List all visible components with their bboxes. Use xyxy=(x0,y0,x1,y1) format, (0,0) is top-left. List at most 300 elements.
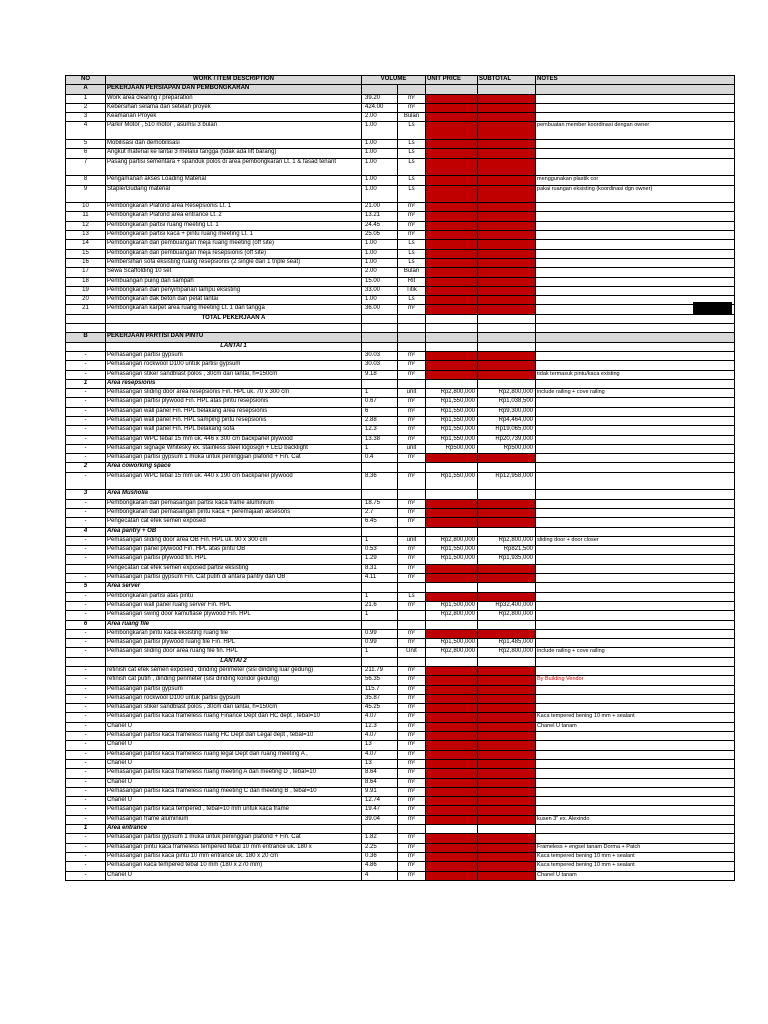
item-unit xyxy=(398,85,426,94)
table-row xyxy=(66,221,735,230)
item-description: Keamanan Proyek xyxy=(106,113,362,122)
item-description: Area entrance xyxy=(106,825,362,834)
subtotal xyxy=(478,140,536,149)
unit-price xyxy=(426,592,478,601)
item-volume: 2.25 xyxy=(362,843,398,852)
item-volume: 13 xyxy=(362,759,398,768)
item-unit: m² xyxy=(398,499,426,508)
item-notes xyxy=(536,583,735,592)
item-notes xyxy=(536,94,735,103)
item-notes xyxy=(536,732,735,741)
item-volume xyxy=(362,657,398,666)
item-number: - xyxy=(66,592,106,601)
subtotal xyxy=(478,825,536,834)
item-volume xyxy=(362,324,398,333)
item-description: Angkut material ke lantai 3 melalui tangga (tidak ada lift barang) xyxy=(106,149,362,158)
unit-price xyxy=(426,713,478,722)
item-unit: m² xyxy=(398,203,426,212)
table-row xyxy=(66,741,735,750)
item-unit: unit xyxy=(398,536,426,545)
table-row xyxy=(66,158,735,176)
table-row xyxy=(66,94,735,103)
item-description: Pembongkaran Plafond area entrance Lt. 2 xyxy=(106,212,362,221)
item-volume: 8.64 xyxy=(362,769,398,778)
unit-price xyxy=(426,103,478,112)
subtotal xyxy=(478,296,536,305)
subtotal xyxy=(478,158,536,176)
item-description: Pembongkaran karpet area ruang meeting Lt. 1 dan tangga xyxy=(106,305,362,314)
item-number: 15 xyxy=(66,249,106,258)
item-notes xyxy=(536,834,735,843)
subtotal xyxy=(478,370,536,379)
subsection-row xyxy=(66,379,735,388)
item-number: - xyxy=(66,722,106,731)
item-unit: Ls xyxy=(398,240,426,249)
black-marker-block xyxy=(693,302,732,314)
item-notes: Chanel U tanam xyxy=(536,871,735,880)
item-number: - xyxy=(66,732,106,741)
subsection-row xyxy=(66,463,735,472)
item-volume: 12.74 xyxy=(362,797,398,806)
subtotal xyxy=(478,787,536,796)
table-row xyxy=(66,787,735,796)
subtotal xyxy=(478,122,536,140)
item-description: Mobilisasi dan demobilisasi xyxy=(106,140,362,149)
item-notes xyxy=(536,103,735,112)
item-volume: 39.04 xyxy=(362,815,398,824)
table-row xyxy=(66,639,735,648)
table-row xyxy=(66,444,735,453)
item-unit: Titik xyxy=(398,286,426,295)
subsection-row xyxy=(66,825,735,834)
unit-price xyxy=(426,258,478,267)
subtotal xyxy=(478,852,536,861)
subtotal xyxy=(478,94,536,103)
item-volume: 1.00 xyxy=(362,140,398,149)
item-description: Chanel U xyxy=(106,722,362,731)
item-notes: include railing + cove railing xyxy=(536,389,735,398)
item-number: 3 xyxy=(66,113,106,122)
item-number: - xyxy=(66,797,106,806)
item-notes xyxy=(536,657,735,666)
item-notes xyxy=(536,435,735,444)
item-description: Pemasangan stiker sandblast polos , 30cm dari lantai, h=150cm xyxy=(106,370,362,379)
subtotal xyxy=(478,103,536,112)
subtotal: Rp9,300,000 xyxy=(478,407,536,416)
item-unit xyxy=(398,611,426,620)
item-number xyxy=(66,564,106,573)
item-unit: Ls xyxy=(398,149,426,158)
item-unit: m² xyxy=(398,305,426,314)
item-volume: 0.4 xyxy=(362,454,398,463)
item-unit: m² xyxy=(398,472,426,490)
item-volume: 4.86 xyxy=(362,862,398,871)
subtotal xyxy=(478,769,536,778)
item-notes xyxy=(536,268,735,277)
item-description: Pengecatan cat efek semen exposed partisi eksisting xyxy=(106,564,362,573)
item-number: - xyxy=(66,555,106,564)
item-notes xyxy=(536,361,735,370)
table-row xyxy=(66,416,735,425)
subtotal xyxy=(478,324,536,333)
item-volume xyxy=(362,463,398,472)
item-description: Pemasangan partisi kaca frameless ruang Finance Dept dan HC dept , tebal=10 xyxy=(106,713,362,722)
item-number: - xyxy=(66,862,106,871)
item-description: Area Musholla xyxy=(106,490,362,499)
table-row xyxy=(66,564,735,573)
item-unit: m² xyxy=(398,871,426,880)
item-unit: Ls xyxy=(398,296,426,305)
table-row xyxy=(66,685,735,694)
subtotal: Rp1,935,000 xyxy=(478,555,536,564)
item-description: Pemasangan stiker sandblast polos , 30cm dari lantai, h=150cm xyxy=(106,704,362,713)
item-description: Pemasangan partisi plywood Fin. HPL atas pintu resepsionis xyxy=(106,398,362,407)
item-number: 1 xyxy=(66,379,106,388)
item-number: 6 xyxy=(66,620,106,629)
item-description: Pemasangan partisi kaca frameless ruang meeting A dan meeting D , tebal=10 xyxy=(106,769,362,778)
item-volume: 1.00 xyxy=(362,258,398,267)
item-volume: 2.88 xyxy=(362,416,398,425)
subtotal xyxy=(478,574,536,583)
item-notes xyxy=(536,314,735,323)
item-unit: Ls xyxy=(398,592,426,601)
subtotal: Rp821,500 xyxy=(478,546,536,555)
item-notes: Kaca tempered bening 10 mm + sealant xyxy=(536,862,735,871)
subsection-row xyxy=(66,657,735,666)
item-number: - xyxy=(66,416,106,425)
table-row xyxy=(66,103,735,112)
item-number: - xyxy=(66,694,106,703)
item-description: Pemasangan partisi gypsum xyxy=(106,351,362,360)
table-row xyxy=(66,592,735,601)
item-notes xyxy=(536,342,735,351)
unit-price xyxy=(426,176,478,185)
subtotal xyxy=(478,629,536,638)
item-description: Chanel U xyxy=(106,871,362,880)
unit-price xyxy=(426,305,478,314)
item-unit: Bulan xyxy=(398,113,426,122)
item-notes xyxy=(536,667,735,676)
item-description: Pemasangan wall panel Fin. HPL belakang area resepsionis xyxy=(106,407,362,416)
item-notes xyxy=(536,286,735,295)
item-notes xyxy=(536,778,735,787)
table-row xyxy=(66,862,735,871)
item-volume: 0.36 xyxy=(362,852,398,861)
item-notes xyxy=(536,203,735,212)
item-notes xyxy=(536,546,735,555)
subtotal xyxy=(478,722,536,731)
item-notes xyxy=(536,333,735,342)
item-description: Pemasangan partisi kaca frameless ruang meeting C dan meeting B , tebal=10 xyxy=(106,787,362,796)
subtotal xyxy=(478,806,536,815)
item-notes xyxy=(536,490,735,499)
item-number: - xyxy=(66,546,106,555)
item-description: refinish cat efek semen exposed , dinding perimeter (sisi dinding luar gedung) xyxy=(106,667,362,676)
subsection-row xyxy=(66,490,735,499)
item-unit: Rit xyxy=(398,277,426,286)
unit-price xyxy=(426,342,478,351)
table-row xyxy=(66,249,735,258)
subsection-row xyxy=(66,583,735,592)
item-unit: Ls xyxy=(398,122,426,140)
item-notes: sliding door + door closer xyxy=(536,536,735,545)
table-row xyxy=(66,113,735,122)
item-description: Pembongkaran dan pembuangan meja resepsionis (off site) xyxy=(106,249,362,258)
unit-price xyxy=(426,787,478,796)
unit-price xyxy=(426,564,478,573)
item-description: Pemasangan partisi gypsum Fin. Cat putih di antara pantry dan OB xyxy=(106,574,362,583)
item-notes: Kaca tempered bening 10 mm + sealant xyxy=(536,713,735,722)
item-description: Pemasangan sliding door area OB Fin. HPL uk. 90 x 300 cm xyxy=(106,536,362,545)
item-unit: m² xyxy=(398,639,426,648)
table-row xyxy=(66,722,735,731)
unit-price xyxy=(426,85,478,94)
unit-price: Rp1,550,000 xyxy=(426,416,478,425)
item-unit: m² xyxy=(398,601,426,610)
unit-price xyxy=(426,140,478,149)
item-notes xyxy=(536,149,735,158)
item-number: - xyxy=(66,508,106,517)
item-unit: Ls xyxy=(398,140,426,149)
item-description: Pembongkaran dak beton dan pelat lantai xyxy=(106,296,362,305)
subtotal xyxy=(478,113,536,122)
item-number: - xyxy=(66,398,106,407)
item-unit: m² xyxy=(398,231,426,240)
subtotal xyxy=(478,85,536,94)
item-description: Pembongkaran Plafond area Resepsionis Lt. 1 xyxy=(106,203,362,212)
item-description: Area server xyxy=(106,583,362,592)
unit-price xyxy=(426,806,478,815)
item-description: Pemasangan partisi plywood fin. HPL xyxy=(106,555,362,564)
item-description: Pemasangan partisi kaca frameless ruang HC Dept dan Legal dept , tebal=10 xyxy=(106,732,362,741)
unit-price xyxy=(426,825,478,834)
subsection-row xyxy=(66,527,735,536)
unit-price xyxy=(426,871,478,880)
item-unit: m² xyxy=(398,685,426,694)
subtotal xyxy=(478,149,536,158)
item-unit: m² xyxy=(398,667,426,676)
unit-price xyxy=(426,862,478,871)
unit-price xyxy=(426,324,478,333)
item-unit: m² xyxy=(398,508,426,517)
item-description: Pemasangan partisi gypsum xyxy=(106,685,362,694)
item-notes: Kaca tempered bening 10 mm + sealant xyxy=(536,852,735,861)
table-row xyxy=(66,286,735,295)
subsection-row xyxy=(66,342,735,351)
item-notes xyxy=(536,221,735,230)
subtotal xyxy=(478,676,536,685)
item-description: Pemasangan swing door kamuflase plywood Fin. HPL xyxy=(106,611,362,620)
item-notes xyxy=(536,351,735,360)
item-volume: 9.91 xyxy=(362,787,398,796)
item-notes: Chanel U tanam xyxy=(536,722,735,731)
item-notes xyxy=(536,472,735,490)
unit-price xyxy=(426,463,478,472)
item-unit: Ls xyxy=(398,158,426,176)
table-row xyxy=(66,407,735,416)
unit-price xyxy=(426,704,478,713)
item-number: - xyxy=(66,444,106,453)
item-number: 12 xyxy=(66,221,106,230)
item-volume xyxy=(362,85,398,94)
item-unit: m² xyxy=(398,398,426,407)
item-volume xyxy=(362,527,398,536)
unit-price: Rp1,550,000 xyxy=(426,435,478,444)
item-number: - xyxy=(66,454,106,463)
item-number: 8 xyxy=(66,176,106,185)
item-number: 5 xyxy=(66,583,106,592)
item-volume: 424.00 xyxy=(362,103,398,112)
item-notes xyxy=(536,277,735,286)
item-description: Pembersihan sofa eksisting ruang resepsionis (2 single dan 1 triple seat) xyxy=(106,258,362,267)
table-row xyxy=(66,536,735,545)
table-row xyxy=(66,149,735,158)
unit-price xyxy=(426,694,478,703)
subtotal xyxy=(478,342,536,351)
unit-price xyxy=(426,185,478,203)
item-notes: Frameless + engsel tanam Dorma + Patch xyxy=(536,843,735,852)
item-volume: 1.00 xyxy=(362,149,398,158)
item-volume: 4.07 xyxy=(362,750,398,759)
item-number: 3 xyxy=(66,490,106,499)
unit-price xyxy=(426,286,478,295)
unit-price: Rp2,800,000 xyxy=(426,389,478,398)
unit-price: Rp1,500,000 xyxy=(426,555,478,564)
subtotal xyxy=(478,231,536,240)
item-unit: Ls xyxy=(398,258,426,267)
item-unit: m² xyxy=(398,546,426,555)
item-number: 7 xyxy=(66,158,106,176)
item-notes xyxy=(536,694,735,703)
subtotal: Rp12,958,000 xyxy=(478,472,536,490)
subtotal xyxy=(478,713,536,722)
item-unit: m² xyxy=(398,361,426,370)
item-volume: 0.99 xyxy=(362,639,398,648)
item-notes xyxy=(536,463,735,472)
item-notes xyxy=(536,518,735,527)
item-notes xyxy=(536,639,735,648)
item-number: - xyxy=(66,750,106,759)
item-description: PEKERJAAN PERSIAPAN DAN PEMBONGKARAN xyxy=(106,85,362,94)
unit-price xyxy=(426,158,478,176)
unit-price: Rp1,550,000 xyxy=(426,426,478,435)
item-number: - xyxy=(66,472,106,490)
blank-row xyxy=(66,324,735,333)
table-row xyxy=(66,296,735,305)
subtotal xyxy=(478,305,536,314)
item-volume: 8.64 xyxy=(362,778,398,787)
subtotal xyxy=(478,834,536,843)
unit-price xyxy=(426,490,478,499)
unit-price xyxy=(426,314,478,323)
item-volume: 1.00 xyxy=(362,249,398,258)
item-description: Pemasangan partisi gypsum 1 muka untuk peninggian plafond + Fin. Cat xyxy=(106,834,362,843)
table-row xyxy=(66,834,735,843)
item-description: Chanel U xyxy=(106,741,362,750)
item-description: Chanel U xyxy=(106,778,362,787)
item-notes: kusen 3" ex. Alexindo xyxy=(536,815,735,824)
table-row xyxy=(66,667,735,676)
unit-price xyxy=(426,629,478,638)
item-notes: By Building Vendor xyxy=(536,676,735,685)
item-number: - xyxy=(66,667,106,676)
item-volume: 13 xyxy=(362,741,398,750)
item-description: Pemasangan partisi kaca pintu 10 mm entrance uk. 180 x 20 cm xyxy=(106,852,362,861)
table-row xyxy=(66,546,735,555)
item-number: - xyxy=(66,787,106,796)
item-notes xyxy=(536,527,735,536)
subtotal xyxy=(478,454,536,463)
table-row xyxy=(66,185,735,203)
item-volume: 0.99 xyxy=(362,629,398,638)
subtotal: Rp2,800,000 xyxy=(478,648,536,657)
item-number: - xyxy=(66,704,106,713)
item-description: Area ruang file xyxy=(106,620,362,629)
unit-price xyxy=(426,249,478,258)
subtotal xyxy=(478,620,536,629)
item-volume: 1.00 xyxy=(362,158,398,176)
subtotal xyxy=(478,527,536,536)
item-volume: 115.7 xyxy=(362,685,398,694)
table-row xyxy=(66,268,735,277)
table-row xyxy=(66,769,735,778)
item-unit xyxy=(398,342,426,351)
table-row xyxy=(66,852,735,861)
item-description: Pembongkaran pintu kaca eksisting ruang file xyxy=(106,629,362,638)
item-unit xyxy=(398,527,426,536)
item-description: Pemasangan partisi plywood ruang file Fin. HPL xyxy=(106,639,362,648)
subtotal xyxy=(478,583,536,592)
item-description: TOTAL PEKERJAAN A xyxy=(106,314,362,323)
item-notes xyxy=(536,825,735,834)
item-unit: m² xyxy=(398,704,426,713)
unit-price: Rp1,550,000 xyxy=(426,546,478,555)
table-row xyxy=(66,508,735,517)
item-volume: 1.00 xyxy=(362,122,398,140)
table-row xyxy=(66,871,735,880)
subtotal xyxy=(478,732,536,741)
item-volume: 35.87 xyxy=(362,694,398,703)
item-unit: m² xyxy=(398,416,426,425)
item-volume: 19.47 xyxy=(362,806,398,815)
item-unit: m² xyxy=(398,212,426,221)
unit-price xyxy=(426,149,478,158)
item-number: - xyxy=(66,834,106,843)
table-row xyxy=(66,277,735,286)
unit-price xyxy=(426,620,478,629)
item-unit: Ls xyxy=(398,176,426,185)
subtotal xyxy=(478,797,536,806)
item-volume: 1 xyxy=(362,592,398,601)
subtotal xyxy=(478,741,536,750)
item-number: 2 xyxy=(66,463,106,472)
table-row xyxy=(66,750,735,759)
subtotal xyxy=(478,258,536,267)
subtotal xyxy=(478,240,536,249)
section-row xyxy=(66,85,735,94)
col-header-description: WORK / ITEM DESCRIPTION xyxy=(106,76,362,85)
item-notes: include railing + cove railing xyxy=(536,648,735,657)
item-description: Staple/Gudang material xyxy=(106,185,362,203)
item-number: 18 xyxy=(66,277,106,286)
item-notes xyxy=(536,158,735,176)
unit-price xyxy=(426,333,478,342)
item-unit: m² xyxy=(398,852,426,861)
item-volume: 33.00 xyxy=(362,286,398,295)
item-volume: 1 xyxy=(362,536,398,545)
item-number: 4 xyxy=(66,527,106,536)
subtotal xyxy=(478,685,536,694)
